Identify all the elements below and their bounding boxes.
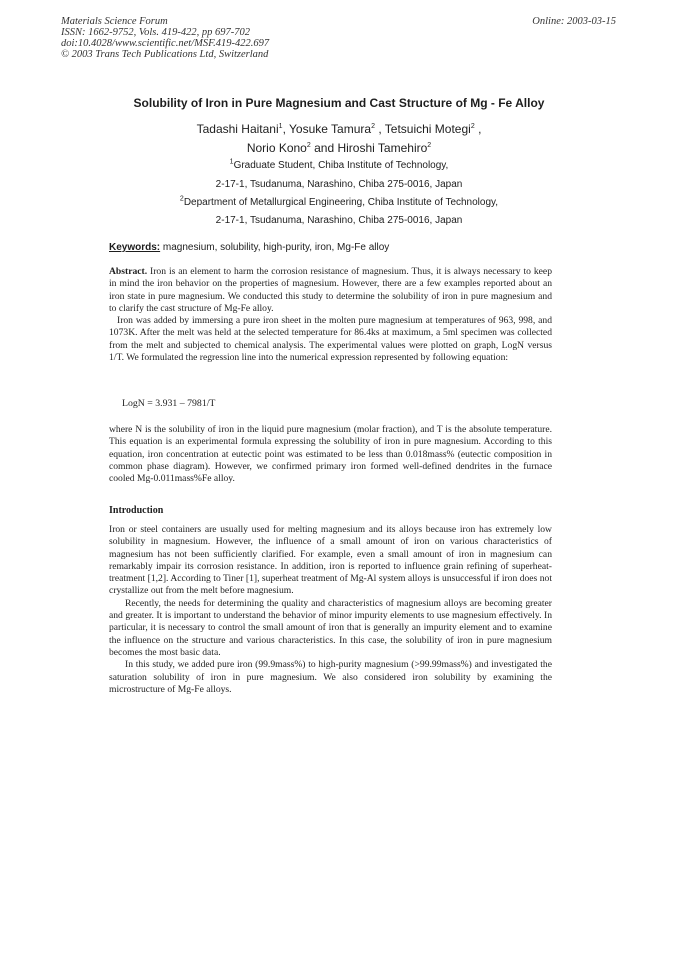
publication-info bbox=[61, 16, 269, 60]
author-line-2: Norio Kono$^2$ and Hiroshi Tamehiro$^2$ bbox=[246, 141, 432, 155]
introduction-body bbox=[109, 524, 552, 696]
abstract bbox=[109, 266, 552, 364]
paper-title: Solubility of Iron in Pure Magnesium and Cast Structure of Mg - Fe Alloy bbox=[133, 96, 545, 110]
issn-line: ISSN: 1662-9752, Vols. 419-422, pp 697-702 bbox=[61, 27, 250, 38]
author-name: Tadashi Haitani bbox=[196, 122, 279, 136]
author-name: Norio Kono bbox=[246, 141, 307, 155]
affiliation-2-address: 2-17-1, Tsudanuma, Narashino, Chiba 275-0016, Japan bbox=[215, 215, 463, 226]
affiliation-mark: 2 bbox=[371, 123, 375, 130]
keywords-label: Keywords: bbox=[109, 242, 161, 253]
abstract-paragraph-1 bbox=[109, 266, 552, 315]
author-name: Hiroshi Tamehiro bbox=[337, 141, 428, 155]
keywords bbox=[109, 242, 389, 253]
author-name: Tetsuichi Motegi bbox=[384, 122, 471, 136]
keywords-text: magnesium, solubility, high-purity, iron, Mg-Fe alloy bbox=[162, 242, 390, 253]
introduction-paragraph-2: Recently, the needs for determining the quality and characteristics of magnesium alloys are becoming greater and greater. It is important to understand the behavior of minor impurity elements to use magnesium effectively. In particular, it is necessary to control the small amount of iron that is generally an impurity element and to examine the influence on the structure and various characteristics. In this case, the solubility of iron in pure magnesium becomes the most basic data. bbox=[109, 597, 552, 658]
author-line-1: Tadashi Haitani$^1$, Yosuke Tamura$^2$ , Tetsuichi Motegi$^2$ , bbox=[196, 122, 482, 136]
affiliation-1-address: 2-17-1, Tsudanuma, Narashino, Chiba 275-0016, Japan bbox=[215, 179, 463, 190]
affiliation-text: Department of Metallurgical Engineering, Chiba Institute of Technology, bbox=[183, 197, 499, 208]
copyright-line: © 2003 Trans Tech Publications Ltd, Switzerland bbox=[61, 49, 269, 60]
affiliation-mark: 1 bbox=[278, 123, 283, 130]
affiliation-text: Graduate Student, Chiba Institute of Technology, bbox=[233, 160, 449, 171]
doi-line[interactable]: doi:10.4028/www.scientific.net/MSF.419-422.697 bbox=[61, 38, 270, 49]
affiliation-1 bbox=[0, 160, 678, 171]
affiliation-mark: 2 bbox=[306, 142, 311, 149]
introduction-paragraph-3: In this study, we added pure iron (99.9mass%) to high-purity magnesium (>99.99mass%) and investigated the saturation solubility of iron in pure magnesium. We also considered iron solubility by examining the microstructure of Mg-Fe alloys. bbox=[109, 659, 552, 695]
affiliation-mark: 2 bbox=[179, 195, 184, 203]
online-date: Online: 2003-03-15 bbox=[532, 16, 616, 27]
abstract-paragraph-3: where N is the solubility of iron in the liquid pure magnesium (molar fraction), and T is the absolute temperature. This equation is an experimental formula expressing the solubility of iron in pure magnesium. According to this equation, iron concentration at eutectic point was estimated to be less than 0.018mass% (eutectic composition in common phase diagram). However, we confirmed primary iron formed well-defined dendrites in the furnace cooled Mg-0.011mass%Fe alloy. bbox=[109, 424, 552, 485]
affiliation-mark: 1 bbox=[229, 158, 234, 166]
abstract-label: Abstract. bbox=[109, 266, 148, 277]
journal-name: Materials Science Forum bbox=[61, 16, 168, 27]
affiliation-mark: 2 bbox=[427, 142, 432, 149]
introduction-paragraph-1: Iron or steel containers are usually used for melting magnesium and its alloys because iron has extremely low solubility in magnesium. However, the influence of a small amount of iron on various characteristics of magnesium has not been sufficiently clarified. For example, even a small amount of iron in magnesium can remarkably impair its corrosion resistance. In addition, iron is reported to influence grain refining of superheat-treatment [1,2]. According to Tiner [1], superheat treatment of Mg-Al system alloys is unsuccessful if iron does not crystallize out from the melt before magnesium. bbox=[109, 524, 552, 597]
abstract-paragraph-2: Iron was added by immersing a pure iron sheet in the molten pure magnesium at temperatures of 963, 998, and 1073K. After the melt was held at the selected temperature for 86.4ks at maximum, a 5ml specimen was collected from the melt and subjected to chemical analysis. The experimental values were plotted on graph, LogN versus 1/T. We formulated the regression line into the numerical expression represented by following equation: bbox=[109, 315, 552, 364]
equation: LogN = 3.931 – 7981/T bbox=[122, 398, 216, 409]
introduction-heading: Introduction bbox=[109, 505, 164, 516]
affiliation-mark: 2 bbox=[470, 123, 475, 130]
affiliation-2 bbox=[0, 197, 678, 208]
author-name: Yosuke Tamura bbox=[289, 122, 372, 136]
abstract-text: Iron is an element to harm the corrosion resistance of magnesium. Thus, it is always necessary to keep in mind the iron behavior on the properties of magnesium. However, there are a few examples reported about an iron state in pure magnesium. We conducted this study to determine the solubility of iron in pure magnesium and to clarify the cast structure of Mg-Fe alloy. bbox=[109, 266, 552, 314]
